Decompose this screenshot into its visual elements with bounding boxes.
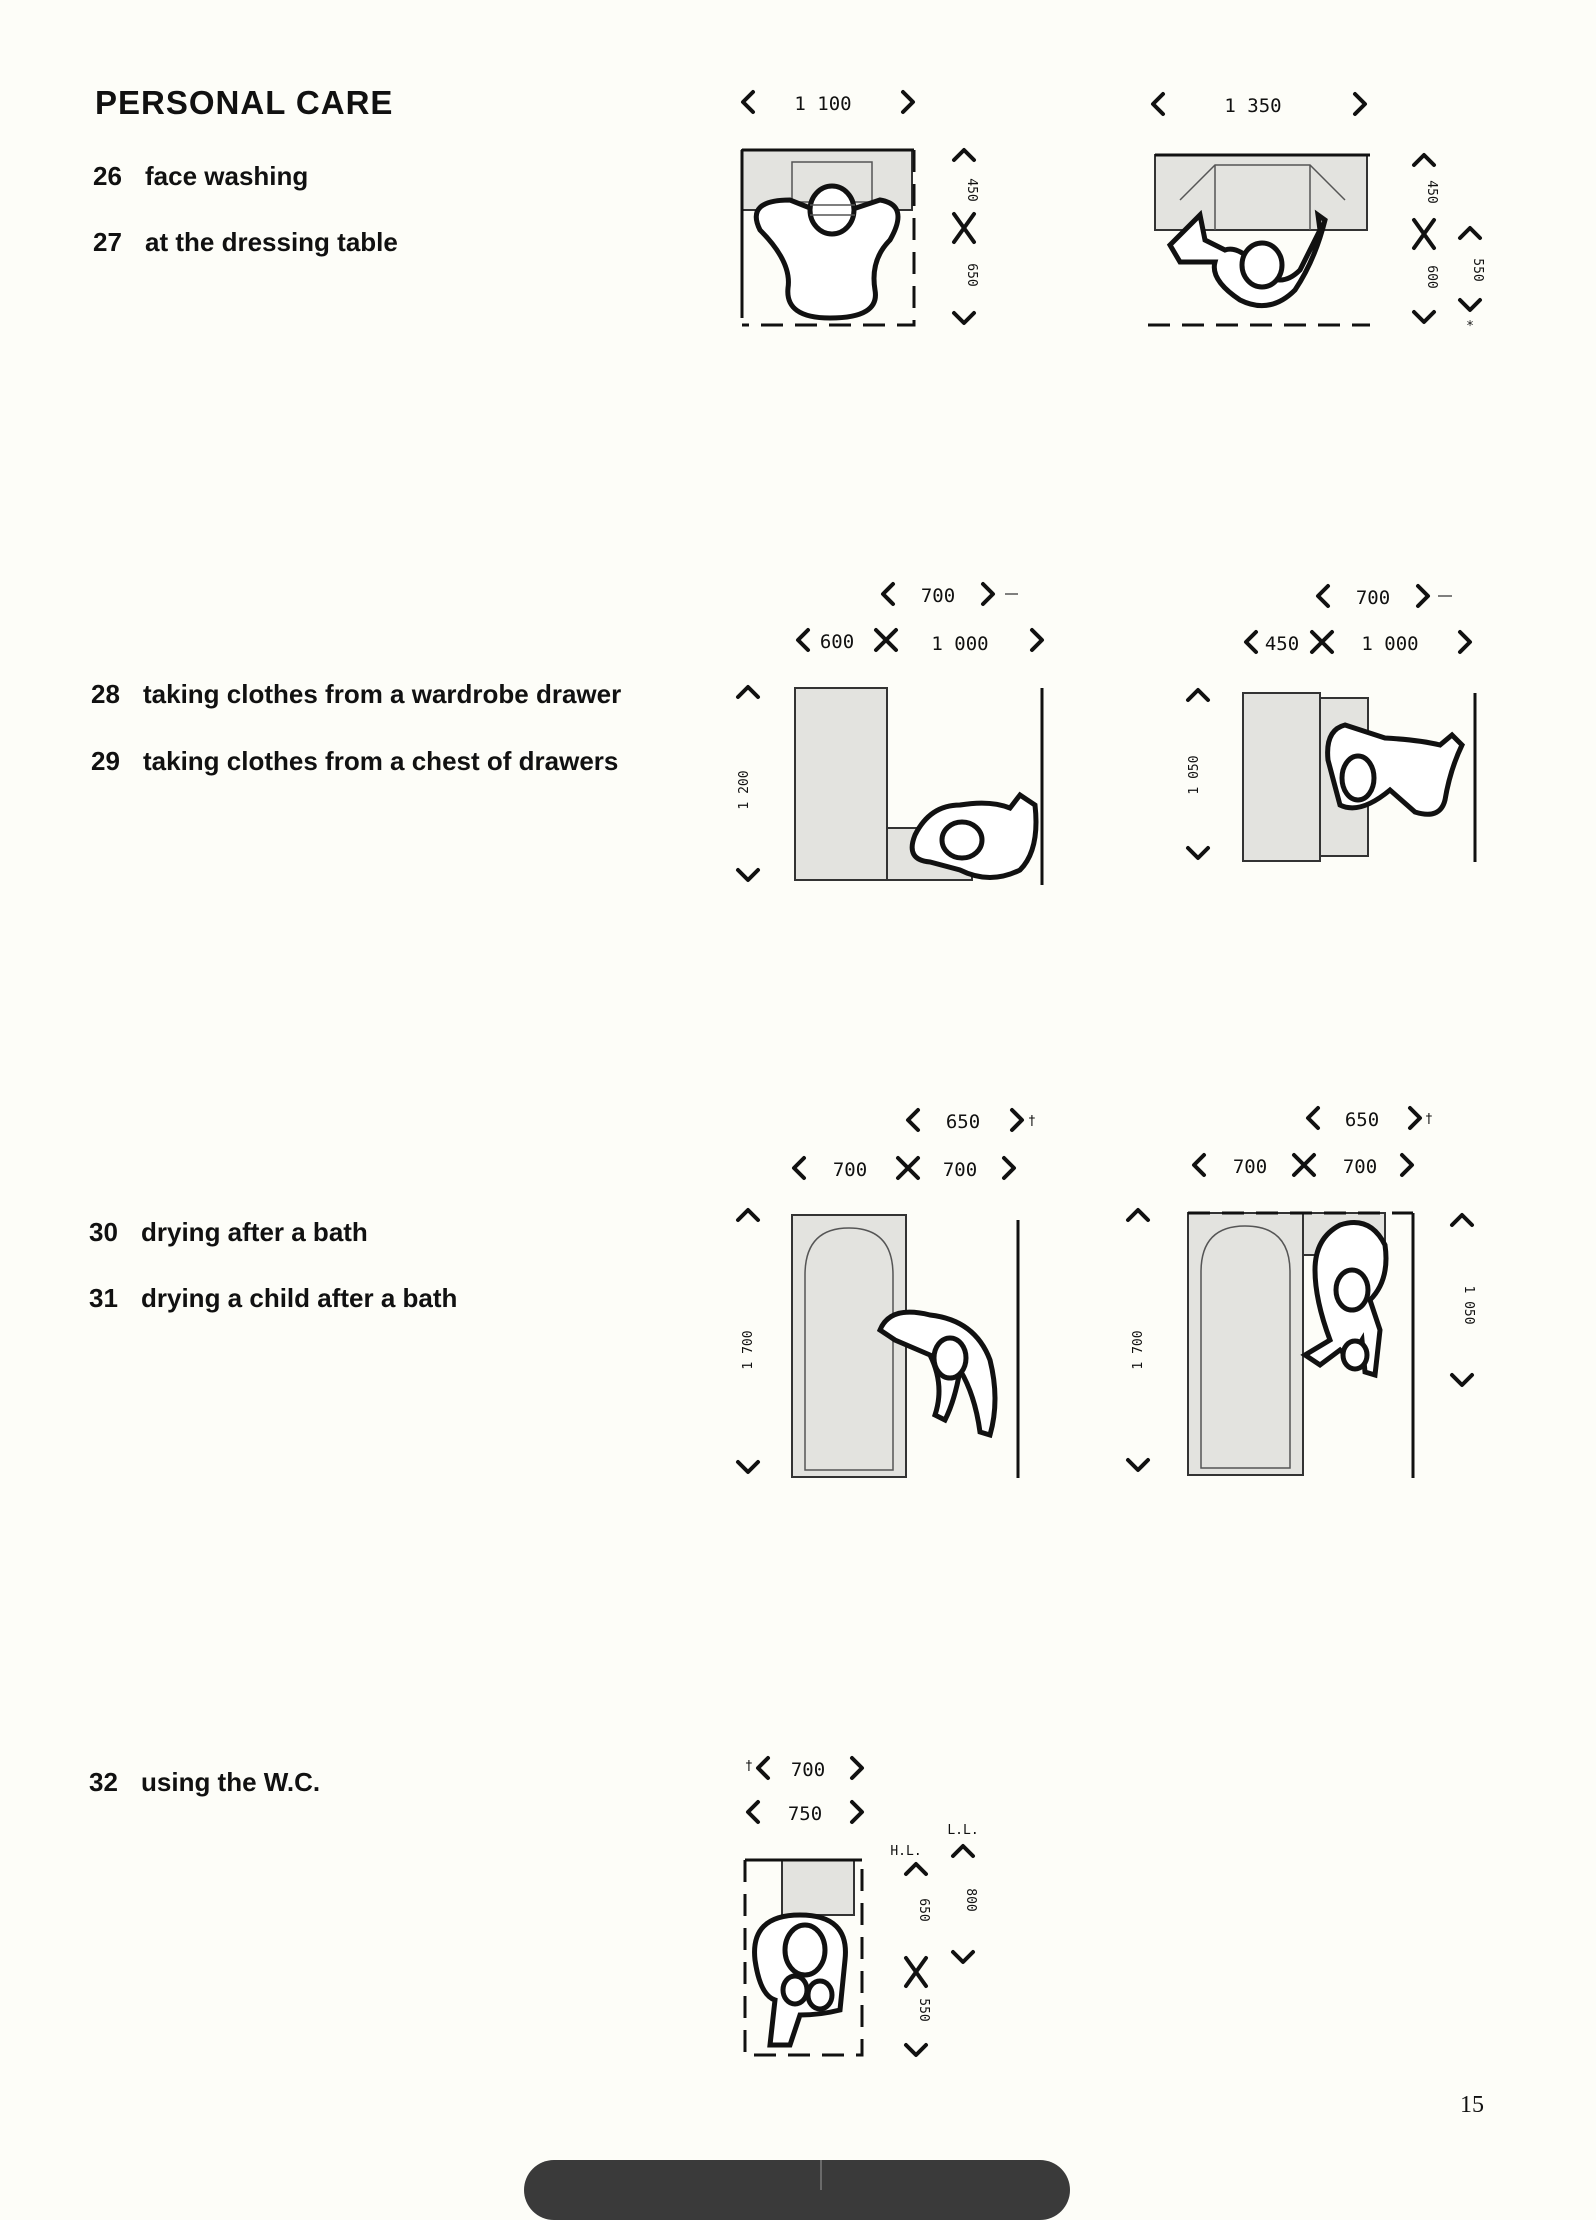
figure-face-washing [742, 92, 979, 325]
figure-dressing-table [1148, 94, 1485, 334]
dim-depth-b: 1 050 [1461, 1285, 1476, 1325]
chest-of-drawers [1243, 693, 1320, 861]
dim-depth-a: 450 [1424, 180, 1439, 204]
dim-depth-a: 450 [964, 178, 979, 202]
dim-depth: 1 700 [1131, 1330, 1146, 1370]
figure-drying-child [1128, 1108, 1476, 1478]
leg-level-label: L.L. [947, 1823, 979, 1838]
dim-depth: 1 700 [741, 1330, 756, 1370]
item-label: drying a child after a bath [141, 1283, 458, 1313]
item-number: 30 [89, 1217, 118, 1247]
item-label: taking clothes from a wardrobe drawer [143, 679, 622, 709]
dim-space: 1 000 [931, 633, 989, 655]
dim-depth: 1 050 [1187, 755, 1202, 795]
cistern [782, 1860, 854, 1915]
dim-bath: 700 [832, 1159, 868, 1181]
dim-depth-b: 600 [1424, 265, 1439, 289]
item-label: face washing [145, 161, 309, 191]
dim-clear: 700 [1355, 587, 1391, 609]
dim-depth-b: 550 [916, 1998, 931, 2022]
bathtub [792, 1215, 906, 1477]
figure-chest-of-drawers [1187, 586, 1475, 862]
item-label: at the dressing table [145, 227, 398, 257]
viewer-toolbar[interactable] [524, 2160, 1070, 2220]
figure-wardrobe-drawer [737, 584, 1042, 885]
dim-space: 700 [1342, 1156, 1378, 1178]
dagger-note: † [1425, 1112, 1433, 1127]
section-heading: PERSONAL CARE [95, 84, 394, 121]
dim-unit: 450 [1264, 633, 1300, 655]
dim-space: 750 [787, 1803, 823, 1825]
item-number: 28 [91, 679, 120, 709]
dim-width: 1 350 [1224, 95, 1282, 117]
hand-level-label: H.L. [890, 1844, 922, 1859]
dim-depth-a: 650 [916, 1898, 931, 1922]
item-number: 31 [89, 1283, 118, 1313]
bathtub [1188, 1213, 1303, 1475]
dim-width: 1 100 [794, 93, 852, 115]
dim-depth-c: 800 [963, 1888, 978, 1912]
item-number: 29 [91, 746, 120, 776]
dim-clear: 700 [920, 585, 956, 607]
figure-wc [745, 1758, 979, 2055]
asterisk-note: * [1466, 319, 1474, 334]
item-label: taking clothes from a chest of drawers [143, 746, 619, 776]
item-number: 32 [89, 1767, 118, 1797]
dim-depth-b: 650 [964, 263, 979, 287]
dim-space: 1 000 [1361, 633, 1419, 655]
dim-clear: 650 [1344, 1109, 1380, 1131]
dim-unit: 600 [819, 631, 855, 653]
toolbar-divider [820, 2160, 822, 2190]
figure-drying-after-bath [738, 1110, 1036, 1478]
item-label: drying after a bath [141, 1217, 368, 1247]
item-number: 26 [93, 161, 122, 191]
dim-clear: 700 [790, 1759, 826, 1781]
dim-clear: 650 [945, 1111, 981, 1133]
child-figure [1343, 1341, 1367, 1369]
dim-depth-c: 550 [1470, 258, 1485, 282]
dagger-note: † [1028, 1114, 1036, 1129]
item-number: 27 [93, 227, 122, 257]
dim-bath: 700 [1232, 1156, 1268, 1178]
item-label: using the W.C. [141, 1767, 321, 1797]
dim-depth: 1 200 [737, 770, 752, 810]
dim-space: 700 [942, 1159, 978, 1181]
page-number: 15 [1460, 2092, 1484, 2118]
dagger-note: † [745, 1759, 753, 1774]
wardrobe [795, 688, 887, 880]
